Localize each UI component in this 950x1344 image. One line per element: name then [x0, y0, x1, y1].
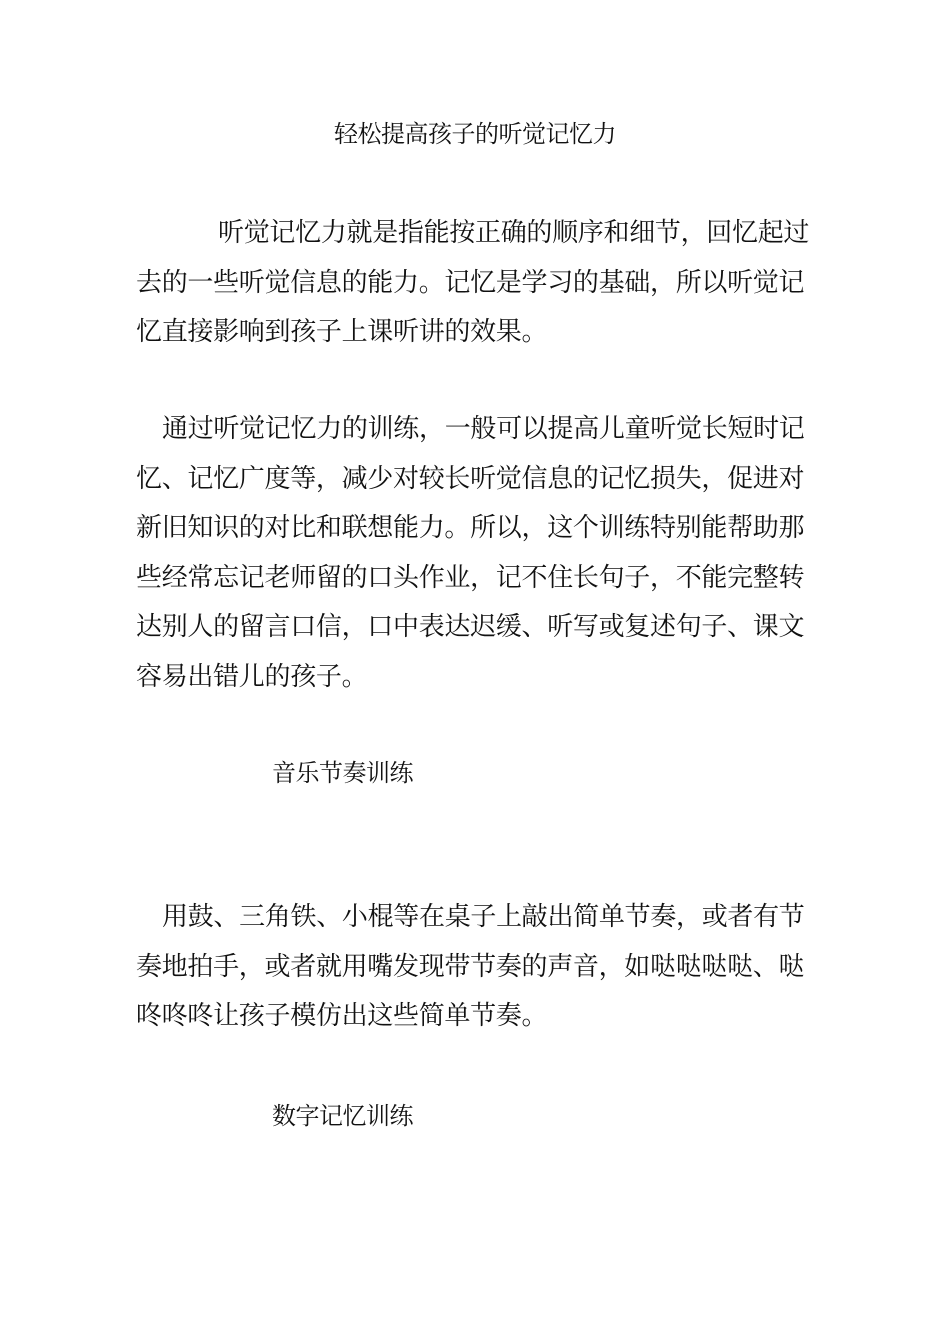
- section-heading-rhythm: 音乐节奏训练: [272, 759, 413, 787]
- paragraph-intro: 听觉记忆力就是指能按正确的顺序和细节，回忆起过去的一些听觉信息的能力。记忆是学习的基础，所以听觉记忆直接影响到孩子上课听讲的效果。: [136, 218, 810, 347]
- paragraph-rhythm-training: 用鼓、三角铁、小棍等在桌子上敲出简单节奏，或者有节奏地拍手，或者就用嘴发现带节奏的声音，如哒哒哒哒、哒咚咚咚让孩子模仿出这些简单节奏。: [136, 902, 805, 1031]
- paragraph-training-benefits: 通过听觉记忆力的训练，一般可以提高儿童听觉长短时记忆、记忆广度等，减少对较长听觉信息的记忆损失，促进对新旧知识的对比和联想能力。所以，这个训练特别能帮助那些经常忘记老师留的口头作业，记不住长句子，不能完整转达别人的留言口信，口中表达迟缓、听写或复述句子、课文容易出错儿的孩子。: [136, 414, 805, 692]
- section-heading-number-memory: 数字记忆训练: [272, 1102, 413, 1130]
- document-title: 轻松提高孩子的听觉记忆力: [334, 120, 616, 148]
